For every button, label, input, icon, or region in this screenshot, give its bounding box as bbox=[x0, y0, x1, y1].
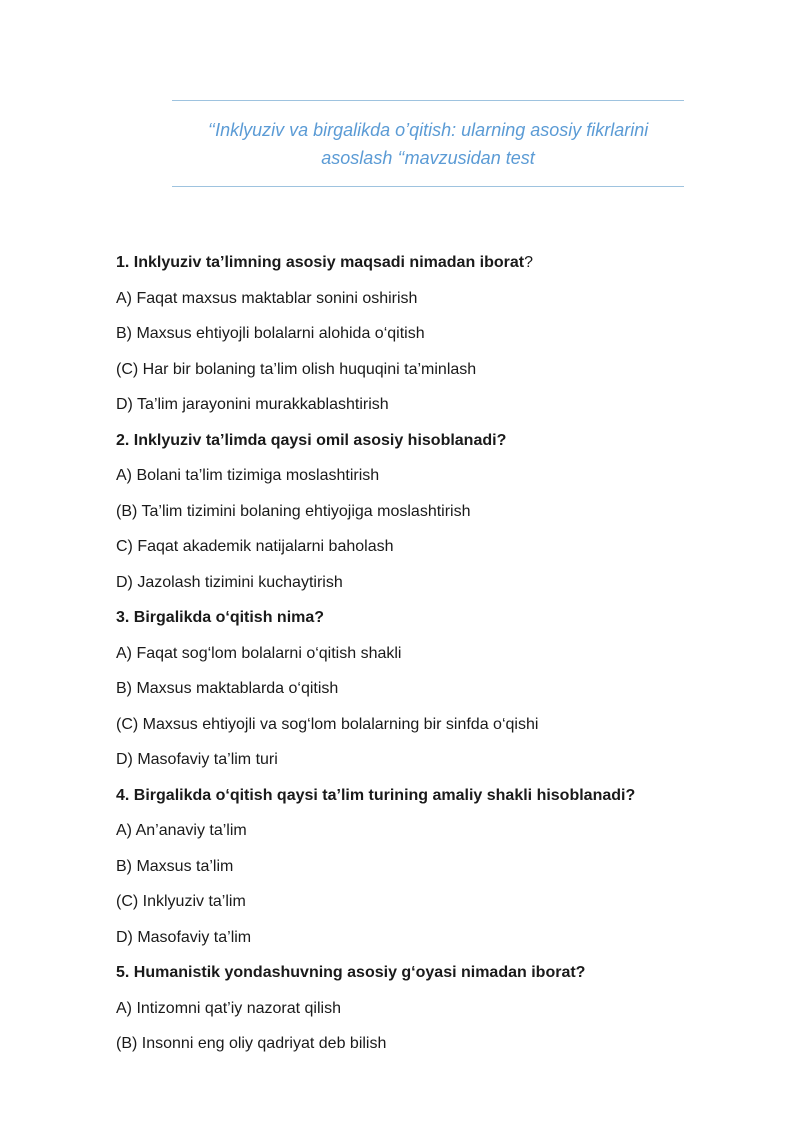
question-2-option-c: C) Faqat akademik natijalarni baholash bbox=[116, 538, 394, 555]
question-2-option-d: D) Jazolash tizimini kuchaytirish bbox=[116, 573, 343, 591]
question-5-option-a: A) Intizomni qat’iy nazorat qilish bbox=[116, 999, 341, 1017]
question-3-option-d: D) Masofaviy ta’lim turi bbox=[116, 751, 278, 768]
question-5 bbox=[116, 955, 756, 991]
question-3-option-b: B) Maxsus maktablarda o‘qitish bbox=[116, 680, 339, 697]
question-4-text: 4. Birgalikda o‘qitish qaysi ta’lim turining amaliy shakli hisoblanadi? bbox=[116, 786, 636, 804]
question-3-option-c: (C) Maxsus ehtiyojli va sog‘lom bolalarning bir sinfda o‘qishi bbox=[116, 715, 539, 733]
question-1-option-b: B) Maxsus ehtiyojli bolalarni alohida o‘qitish bbox=[116, 325, 425, 342]
title-line-1: ‘‘Inklyuziv va birgalikda o’qitish: ularning asosiy fikrlarini bbox=[207, 120, 649, 140]
question-4-option-d: D) Masofaviy ta’lim bbox=[116, 928, 252, 946]
document-title bbox=[172, 100, 684, 187]
question-3 bbox=[116, 600, 756, 636]
question-2-option-b: (B) Ta’lim tizimini bolaning ehtiyojiga moslashtirish bbox=[116, 502, 471, 520]
question-2-text: 2. Inklyuziv ta’limda qaysi omil asosiy hisoblanadi? bbox=[116, 431, 507, 449]
question-1-option-d: D) Ta’lim jarayonini murakkablashtirish bbox=[116, 396, 389, 413]
question-1-mark: ? bbox=[524, 254, 534, 271]
question-1-option-c: (C) Har bir bolaning ta’lim olish huquqini ta’minlash bbox=[116, 360, 477, 378]
question-2-option-a: A) Bolani ta’lim tizimiga moslashtirish bbox=[116, 467, 380, 484]
question-1 bbox=[116, 245, 756, 281]
quiz-body bbox=[116, 245, 756, 1062]
question-3-text: 3. Birgalikda o‘qitish nima? bbox=[116, 609, 325, 626]
question-3-option-a: A) Faqat sog‘lom bolalarni o‘qitish shakli bbox=[116, 644, 402, 662]
question-4-option-b: B) Maxsus ta’lim bbox=[116, 857, 234, 875]
question-1-text: 1. Inklyuziv ta’limning asosiy maqsadi nimadan iborat bbox=[116, 254, 525, 271]
question-4-option-a: A) An’anaviy ta’lim bbox=[116, 822, 247, 839]
question-4 bbox=[116, 778, 756, 814]
question-5-text: 5. Humanistik yondashuvning asosiy g‘oyasi nimadan iborat? bbox=[116, 964, 586, 981]
question-5-option-b: (B) Insonni eng oliy qadriyat deb bilish bbox=[116, 1035, 387, 1052]
question-2 bbox=[116, 423, 756, 459]
question-4-option-c: (C) Inklyuziv ta’lim bbox=[116, 893, 246, 910]
question-1-option-a: A) Faqat maxsus maktablar sonini oshirish bbox=[116, 289, 418, 307]
title-line-2: asoslash ‘‘mavzusidan test bbox=[321, 148, 535, 168]
